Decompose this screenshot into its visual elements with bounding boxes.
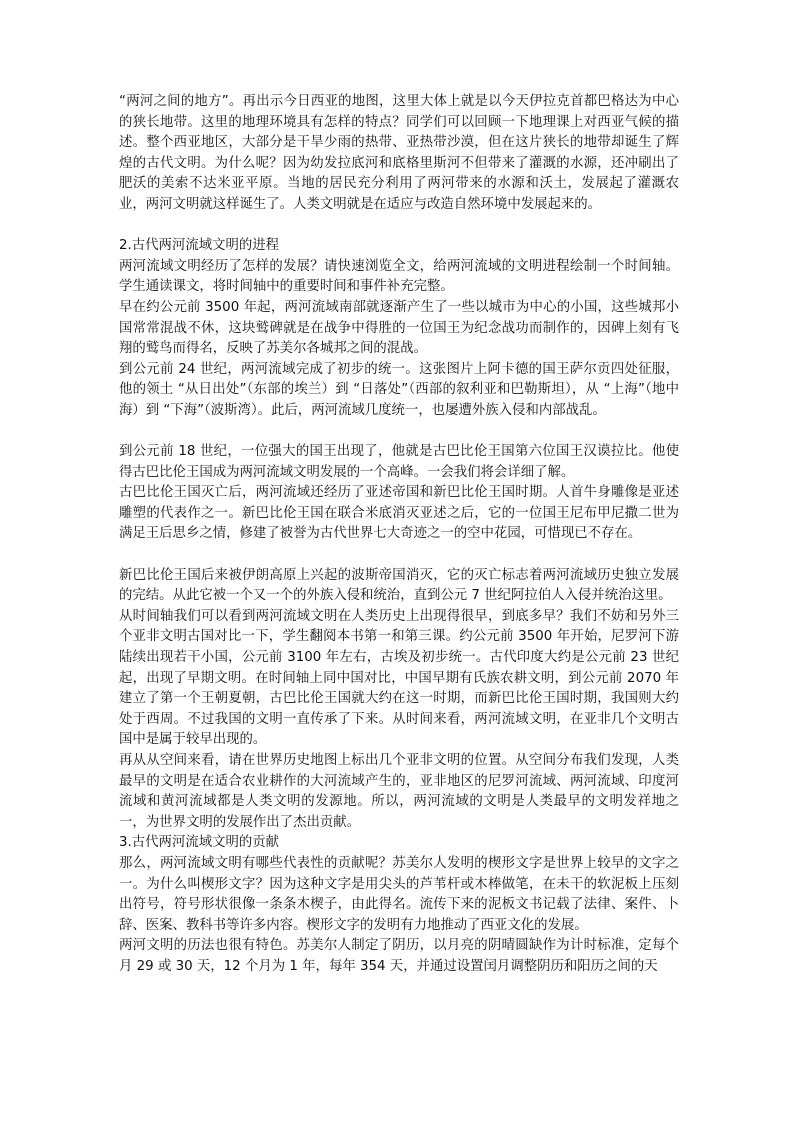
paragraph-assyria-neo-babylon: 古巴比伦王国灭亡后，两河流域还经历了亚述帝国和新巴比伦王国时期。人首牛身雕像是亚述雕塑的代表作之一。新巴比伦王国在联合米底消灭亚述之后，它的一位国王尼布甲尼撒二世为满足王后思乡之情，修建了被誉为古代世界七大奇迹之一的空中花园，可惜现已不存在。: [119, 485, 679, 542]
paragraph-hammurabi: 到公元前 18 世纪，一位强大的国王出现了，他就是古巴比伦王国第六位国王汉谟拉比。他使得古巴比伦王国成为两河流域文明发展的一个高峰。一会我们将会详细了解。: [119, 444, 679, 480]
paragraph-time-comparison: 从时间轴我们可以看到两河流域文明在人类历史上出现得很早，到底多早？我们不妨和另外三个亚非文明古国对比一下，学生翻阅本书第一和第三课。约公元前 3500 年开始，尼罗河下游陆续出现若干小国，公元前 3100 年左右，古埃及初步统一。古代印度大约是公元前 23 世纪起，出现了早期文明。在时间轴上同中国对比，中国早期有氏族农耕文明，到公元前 2070 年建立了第一个王朝夏朝，古巴比伦王国就大约在这一时期，而新巴比伦王国时期，我国则大约处于西周。不过我国的文明一直传承了下来。从时间来看，两河流域文明，在亚非几个文明古国中是属于较早出现的。: [119, 608, 679, 748]
section-heading-progress: 2.古代两河流域文明的进程: [119, 238, 280, 254]
paragraph-akkad-unification: 到公元前 24 世纪，两河流域完成了初步的统一。这张图片上阿卡德的国王萨尔贡四处征服，他的领土 “从日出处”（东部的埃兰）到 “日落处”（西部的叙利亚和巴勒斯坦），从 “上海”（地中海）到 “下海”（波斯湾）。此后，两河流域几度统一，也屡遭外族入侵和内部战乱。: [119, 361, 679, 418]
paragraph-spacer: [119, 216, 679, 237]
document-page: [119, 92, 679, 978]
paragraph-spacer: [119, 422, 679, 443]
paragraph-calendar: 两河文明的历法也很有特色。苏美尔人制定了阴历，以月亮的阴晴圆缺作为计时标准，定每个月 29 或 30 天，12 个月为 1 年，每年 354 天，并通过设置闰月调整阴历和阳历之间的天: [119, 938, 679, 974]
paragraph-space-comparison: 再从从空间来看，请在世界历史地图上标出几个亚非文明的位置。从空间分布我们发现，人类最早的文明是在适合农业耕作的大河流域产生的，亚非地区的尼罗河流域、两河流域、印度河流域和黄河流域都是人类文明的发源地。所以，两河流域的文明是人类最早的文明发祥地之一，为世界文明的发展作出了杰出贡献。: [119, 753, 679, 830]
paragraph-city-states: 早在约公元前 3500 年起，两河流域南部就逐渐产生了一些以城市为中心的小国，这些城邦小国常常混战不休，这块鹫碑就是在战争中得胜的一位国王为纪念战功而制作的，因碑上刻有飞翔的鹫鸟而得名，反映了苏美尔各城邦之间的混战。: [119, 299, 679, 357]
paragraph-intro-geography: “两河之间的地方”。再出示今日西亚的地图，这里大体上就是以今天伊拉克首都巴格达为中心的狭长地带。这里的地理环境具有怎样的特点？同学们可以回顾一下地理课上对西亚气候的描述。整个西亚地区，大部分是干旱少雨的热带、亚热带沙漠，但在这片狭长的地带却诞生了辉煌的古代文明。为什么呢？因为幼发拉底河和底格里斯河不但带来了灌溉的水源，还冲刷出了肥沃的美索不达米亚平原。当地的居民充分利用了两河带来的水源和沃土，发展起了灌溉农业，两河文明就这样诞生了。人类文明就是在适应与改造自然环境中发展起来的。: [119, 94, 679, 212]
paragraph-spacer: [119, 545, 679, 566]
paragraph-timeline-task: 两河流域文明经历了怎样的发展？请快速浏览全文，给两河流域的文明进程绘制一个时间轴。学生通读课文，将时间轴中的重要时间和事件补充完整。: [119, 258, 679, 295]
paragraph-persian-conquest: 新巴比伦王国后来被伊朗高原上兴起的波斯帝国消灭，它的灭亡标志着两河流域历史独立发展的完结。从此它被一个又一个的外族入侵和统治，直到公元 7 世纪阿拉伯人入侵并统治这里。: [119, 567, 679, 604]
section-heading-contributions: 3.古代两河流域文明的贡献: [119, 835, 280, 851]
paragraph-cuneiform: 那么，两河流域文明有哪些代表性的贡献呢？苏美尔人发明的楔形文字是世界上较早的文字之一。为什么叫楔形文字？因为这种文字是用尖头的芦苇杆或木棒做笔，在未干的软泥板上压刻出符号，符号形状很像一条条木楔子，由此得名。流传下来的泥板文书记载了法律、案件、卜辞、医案、教科书等许多内容。楔形文字的发明有力地推动了西亚文化的发展。: [119, 855, 679, 933]
